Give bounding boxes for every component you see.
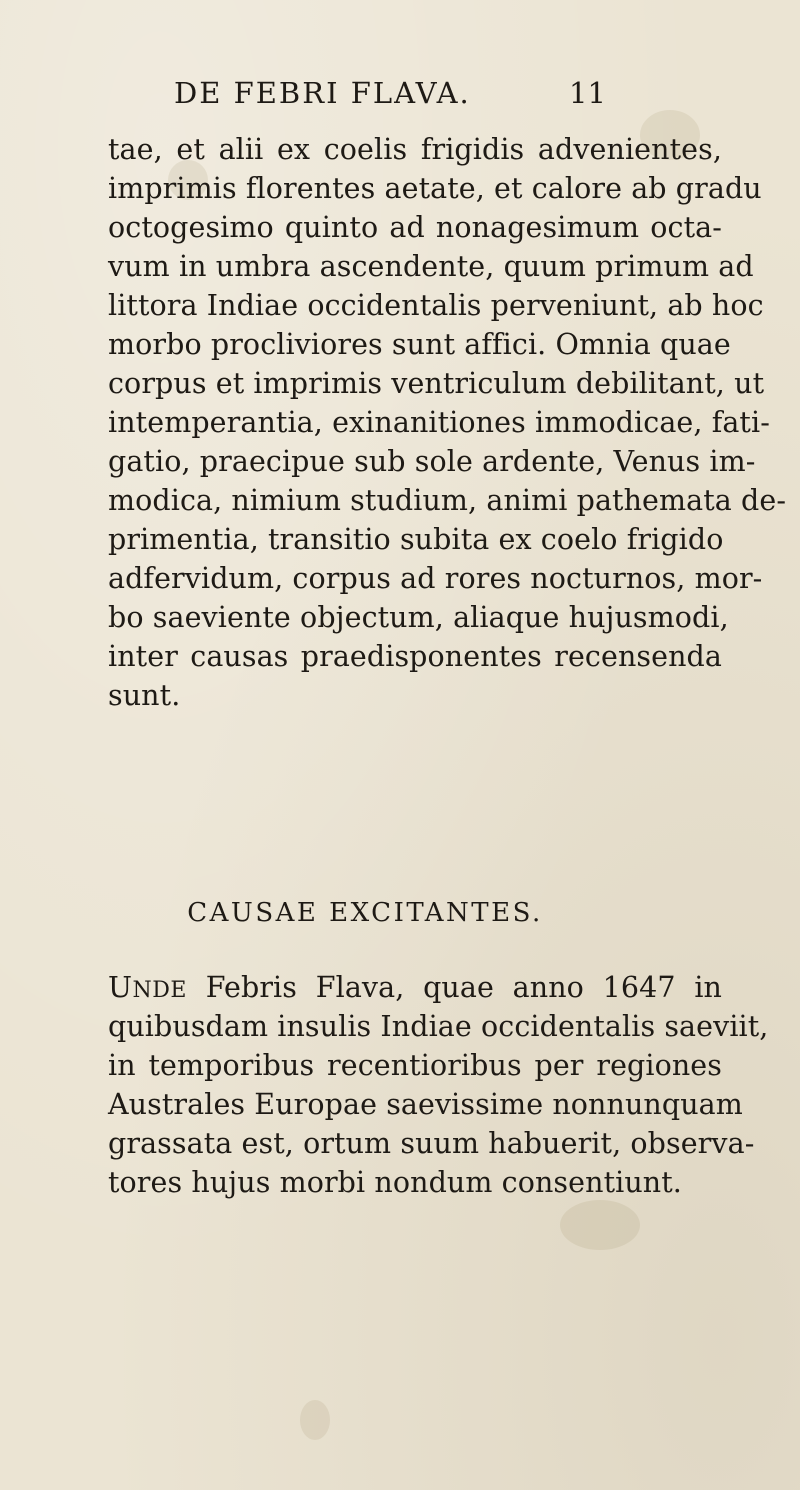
paragraph-exciting-causes bbox=[108, 968, 769, 1202]
paper-stain bbox=[560, 1200, 640, 1250]
running-title: DE FEBRI FLAVA. bbox=[174, 76, 471, 110]
text-line: bo saeviente objectum, aliaque hujusmodi, bbox=[108, 601, 729, 634]
text-line: sunt. bbox=[108, 679, 181, 712]
section-heading: CAUSAE EXCITANTES. bbox=[187, 898, 543, 928]
text-line: adfervidum, corpus ad rores nocturnos, mor- bbox=[108, 562, 763, 595]
text-line-first bbox=[108, 968, 722, 1007]
text-line: grassata est, ortum suum habuerit, observa- bbox=[108, 1127, 755, 1160]
page-number: 11 bbox=[569, 76, 606, 110]
text-line: tores hujus morbi nondum consentiunt. bbox=[108, 1166, 682, 1199]
text-line: modica, nimium studium, animi pathemata de- bbox=[108, 484, 787, 517]
paragraph-predisposing-causes bbox=[108, 130, 787, 715]
text-line: octogesimo quinto ad nonagesimum octa- bbox=[108, 211, 722, 244]
text-line: littora Indiae occidentalis perveniunt, ab hoc bbox=[108, 289, 764, 322]
text-line: quibusdam insulis Indiae occidentalis saeviit, bbox=[108, 1010, 769, 1043]
text-line: gatio, praecipue sub sole ardente, Venus im- bbox=[108, 445, 756, 478]
text-line: vum in umbra ascendente, quum primum ad bbox=[108, 250, 754, 283]
text-line: corpus et imprimis ventriculum debilitant, ut bbox=[108, 367, 765, 400]
text-line: tae, et alii ex coelis frigidis advenientes, bbox=[108, 133, 722, 166]
small-caps-rest: NDE bbox=[132, 978, 187, 1003]
initial-capital: U bbox=[108, 971, 133, 1004]
text-line: primentia, transitio subita ex coelo frigido bbox=[108, 523, 724, 556]
text-line: imprimis florentes aetate, et calore ab gradu bbox=[108, 172, 762, 205]
text-line: intemperantia, exinanitiones immodicae, fati- bbox=[108, 406, 770, 439]
running-head bbox=[174, 76, 724, 116]
first-line-rest: Febris Flava, quae anno 1647 in bbox=[186, 971, 722, 1004]
text-line: in temporibus recentioribus per regiones bbox=[108, 1049, 722, 1082]
text-line: Australes Europae saevissime nonnunquam bbox=[108, 1088, 743, 1121]
initial-word bbox=[108, 971, 187, 1004]
text-line: inter causas praedisponentes recensenda bbox=[108, 640, 722, 673]
paper-stain bbox=[300, 1400, 330, 1440]
text-line: morbo procliviores sunt affici. Omnia quae bbox=[108, 328, 731, 361]
